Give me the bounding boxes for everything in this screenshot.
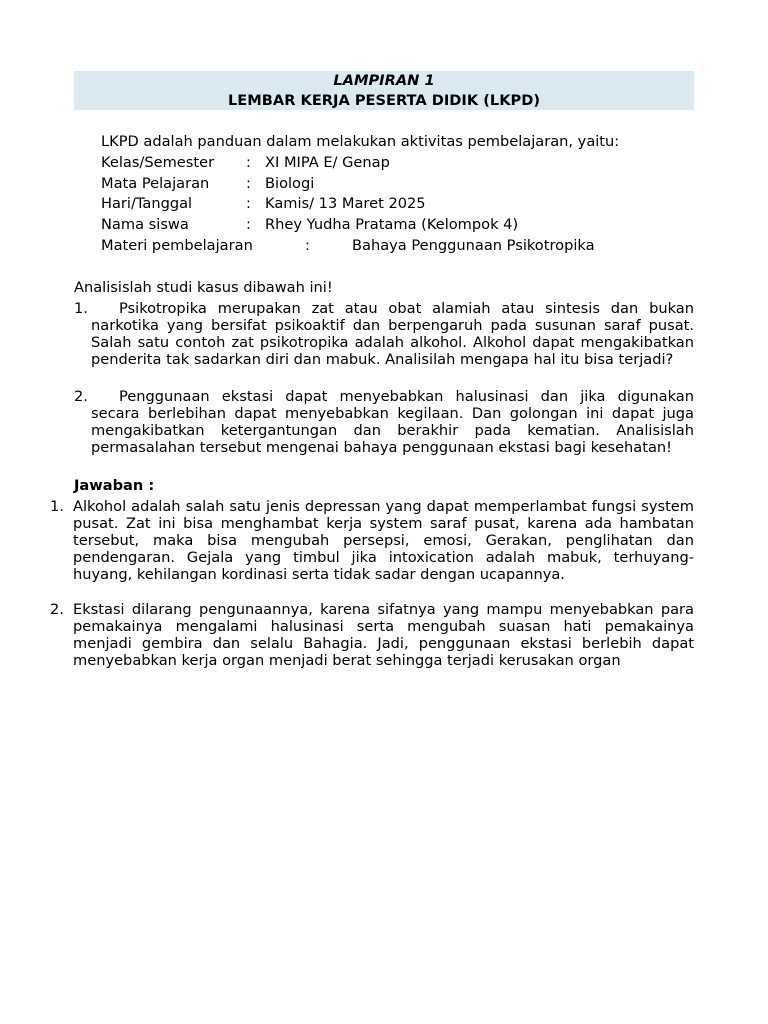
info-label-mapel: Mata Pelajaran [101,175,210,192]
answer-text: Ekstasi dilarang pengunaannya, karena sifatnya yang mampu menyebabkan para pemakainya mengalami halusinasi serta mengubah suasan hati pemakainya menjadi gembira dan selalu Bahagia. Jadi, penggunaan ekstasi berlebih dapat menyebabkan kerja organ menjadi berat sehingga terjadi kerusakan organ [73,601,694,669]
info-value-kelas: XI MIPA E/ Genap [265,154,390,171]
info-label-hari: Hari/Tanggal [101,195,193,212]
info-value-materi: Bahaya Penggunaan Psikotropika [352,237,595,254]
answer-number: 1. [50,498,64,515]
answer-text: Alkohol adalah salah satu jenis depressan yang dapat memperlambat fungsi system pusat. Zat ini bisa menghambat kerja system saraf pusat, karena ada hambatan tersebut, maka bisa mengubah persepsi, emosi, Gerakan, penglihatan dan pendengaran. Gejala yang timbul jika intoxication adalah mabuk, terhuyang-huyang, kehilangan kordinasi serta tidak sadar dengan ucapannya. [73,498,694,583]
info-value-nama: Rhey Yudha Pratama (Kelompok 4) [265,216,519,233]
question-text: Penggunaan ekstasi dapat menyebabkan halusinasi dan jika digunakan secara berlebihan dapat menyebabkan kegilaan. Dan golongan ini dapat juga mengakibatkan ketergantungan dan berakhir pada kematian. Analisislah permasalahan tersebut mengenai bahaya penggunaan ekstasi bagi kesehatan! [91,388,694,456]
question-number: 1. [74,300,88,317]
answer-number: 2. [50,601,64,618]
info-label-materi: Materi pembelajaran [101,237,253,254]
answer-heading: Jawaban : [74,477,155,494]
info-value-hari: Kamis/ 13 Maret 2025 [265,195,426,212]
info-label-nama: Nama siswa [101,216,189,233]
answer-item-2 [50,601,694,669]
document-header [74,71,694,110]
info-colon-materi: : [305,237,310,254]
appendix-title: LAMPIRAN 1 [333,72,435,89]
info-colon-hari: : [246,195,251,212]
info-label-kelas: Kelas/Semester [101,154,215,171]
question-number: 2. [74,388,88,405]
question-item-1 [74,300,694,368]
question-text: Psikotropika merupakan zat atau obat alamiah atau sintesis dan bukan narkotika yang bersifat psikoaktif dan berpengaruh pada susunan saraf pusat. Salah satu contoh zat psikotropika adalah alkohol. Alkohol dapat mengakibatkan penderita tak sadarkan diri dan mabuk. Analisilah mengapa hal itu bisa terjadi? [91,300,694,368]
info-value-mapel: Biologi [265,175,315,192]
intro-text: LKPD adalah panduan dalam melakukan aktivitas pembelajaran, yaitu: [101,133,620,150]
question-item-2 [74,388,694,456]
worksheet-title: LEMBAR KERJA PESERTA DIDIK (LKPD) [227,92,540,109]
info-colon-kelas: : [246,154,251,171]
info-colon-mapel: : [246,175,251,192]
answer-item-1 [50,498,694,583]
info-colon-nama: : [246,216,251,233]
instruction-text: Analisislah studi kasus dibawah ini! [74,279,333,296]
